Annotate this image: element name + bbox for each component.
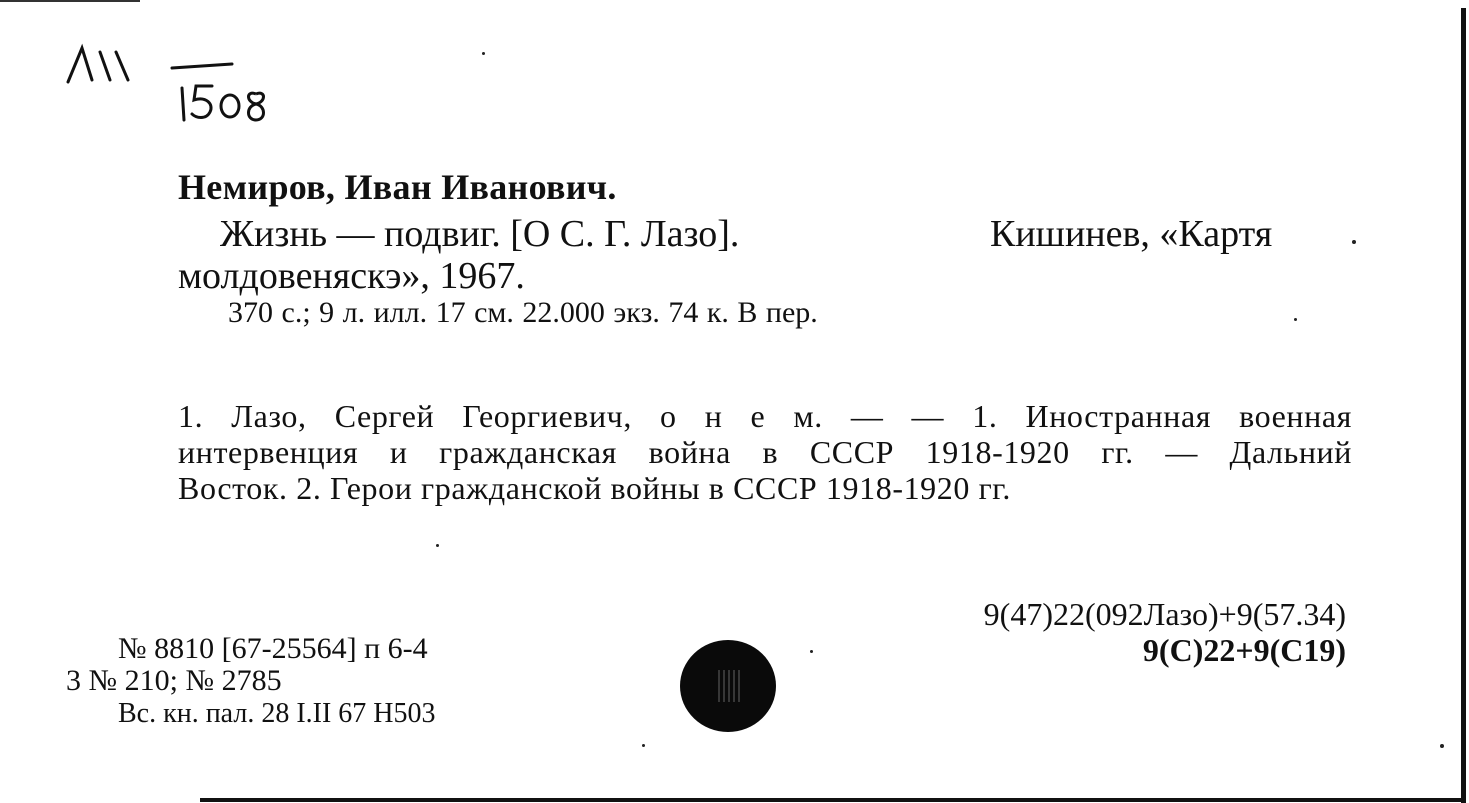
ink-speck <box>810 650 813 653</box>
registration-number-line: 3 № 210; № 2785 <box>66 664 282 697</box>
ink-speck <box>642 744 645 747</box>
publisher-place: Кишинев, «Картя <box>990 213 1273 255</box>
tracing-line-1: 1. Лазо, Сергей Георгиевич, о н е м. — — 1. Иностранная военная <box>178 398 1352 434</box>
top-edge-mark <box>0 0 140 2</box>
subject-tracing <box>178 398 1352 506</box>
ink-speck <box>436 544 439 547</box>
punch-hole <box>680 640 776 732</box>
title-line-2: молдовеняскэ», 1967. <box>178 255 525 297</box>
card-bottom-border <box>200 798 1466 802</box>
handwritten-shelfmark <box>60 40 300 130</box>
ink-speck <box>482 52 485 55</box>
order-number-line: № 8810 [67-25564] п 6-4 <box>118 632 428 665</box>
classification-line-2: 9(С)22+9(С19) <box>1142 632 1346 668</box>
classification-line-1: 9(47)22(092Лазо)+9(57.34) <box>983 596 1346 632</box>
author-heading: Немиров, Иван Иванович. <box>178 167 617 207</box>
ink-speck <box>1294 318 1297 321</box>
tracing-line-3: Восток. 2. Герои гражданской войны в СССР 1918-1920 гг. <box>178 470 1012 506</box>
title-line-1: Жизнь — подвиг. [О С. Г. Лазо]. <box>220 213 740 255</box>
tracing-line-2: интервенция и гражданская война в СССР 1918-1920 гг. — Дальний <box>178 434 1352 470</box>
ink-speck <box>1440 744 1444 748</box>
collation-line: 370 с.; 9 л. илл. 17 см. 22.000 экз. 74 к. В пер. <box>228 296 818 329</box>
book-chamber-line: Вс. кн. пал. 28 I.II 67 Н503 <box>118 698 436 729</box>
card-right-border <box>1461 8 1466 803</box>
ink-speck <box>1352 240 1356 244</box>
